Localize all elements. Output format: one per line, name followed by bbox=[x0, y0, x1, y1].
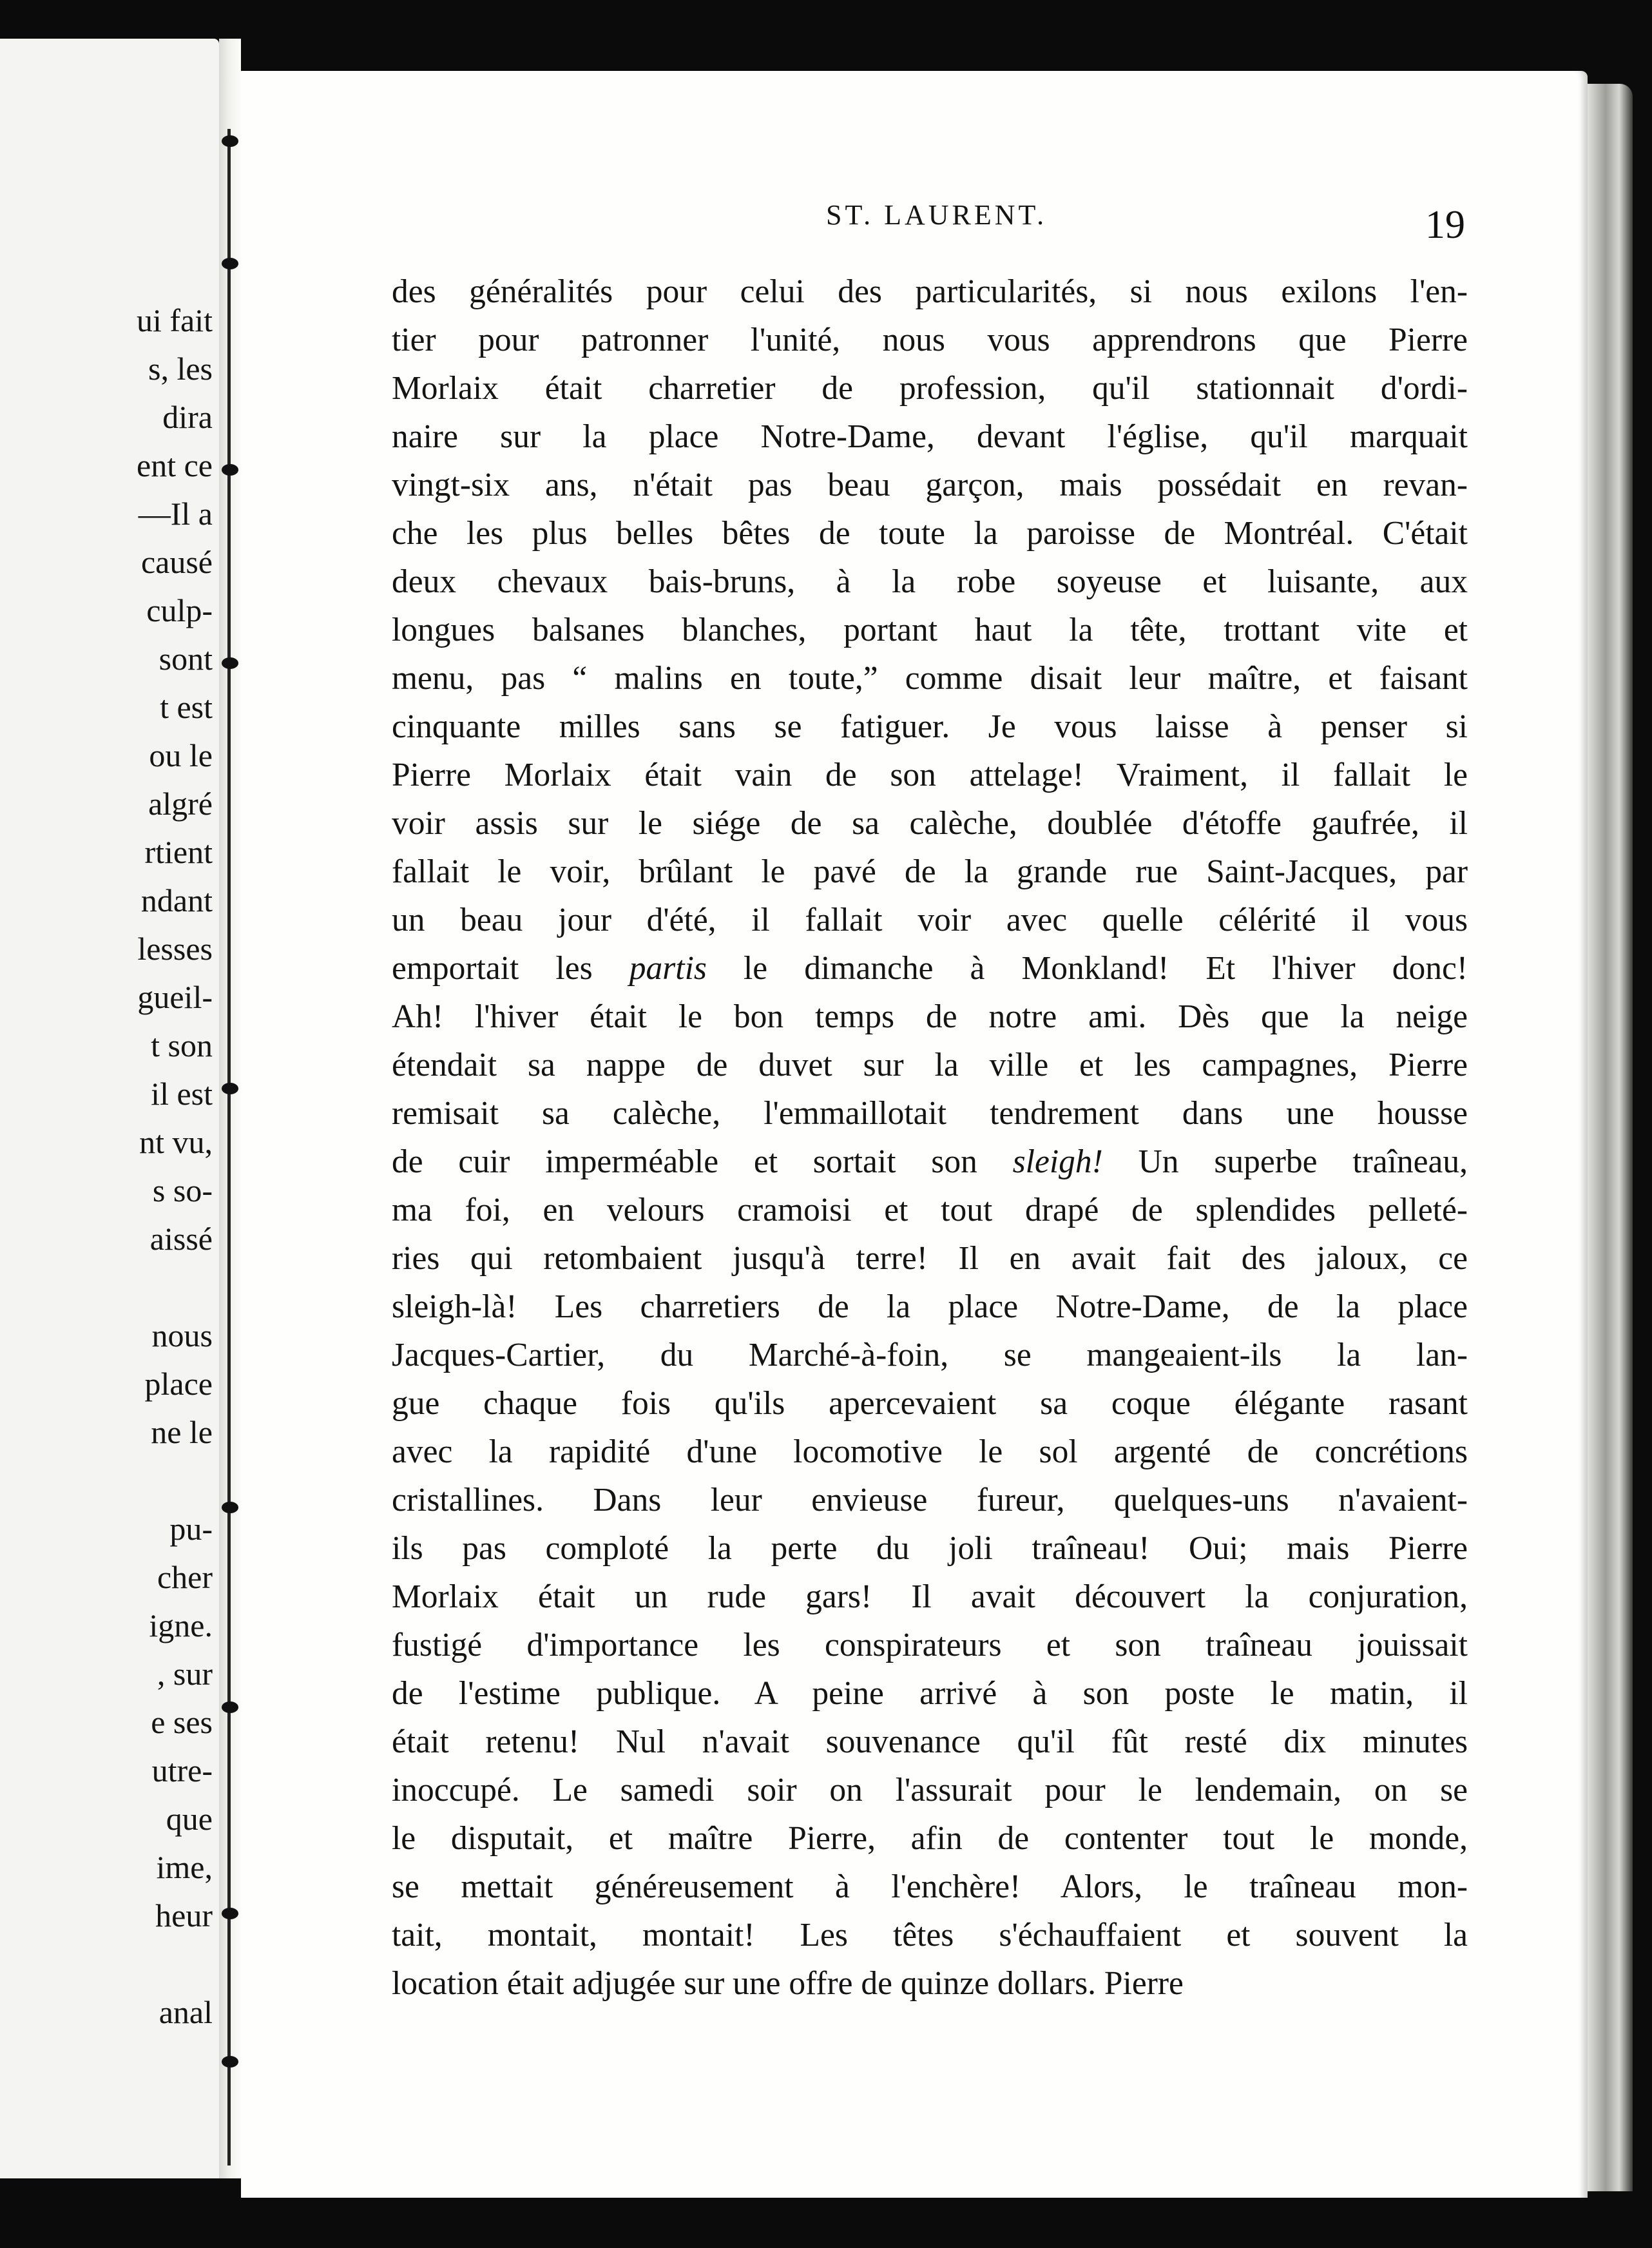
text-run: emportait les bbox=[392, 950, 629, 987]
body-text bbox=[392, 267, 1468, 2008]
previous-page-line-fragment: lesses bbox=[137, 931, 213, 967]
body-text-line: se mettait généreusement à l'enchère! Alors, le traîneau mon- bbox=[392, 1868, 1468, 1905]
body-text-line: inoccupé. Le samedi soir on l'assurait pour le lendemain, on se bbox=[392, 1772, 1468, 1808]
previous-page-line-fragment: gueil- bbox=[137, 979, 213, 1015]
body-text-line: tier pour patronner l'unité, nous vous apprendrons que Pierre bbox=[392, 322, 1468, 358]
body-text-line bbox=[392, 1138, 1468, 1186]
binding-stitch-knot bbox=[222, 1908, 238, 1919]
binding-stitch-knot bbox=[222, 258, 238, 269]
previous-page-line-fragment: s so- bbox=[152, 1172, 213, 1208]
binding-stitch-knot bbox=[222, 1701, 238, 1713]
body-text-line: menu, pas “ malins en toute,” comme disait leur maître, et faisant bbox=[392, 660, 1468, 697]
previous-page-line-fragment bbox=[0, 1457, 213, 1505]
previous-page-line-fragment: s, les bbox=[148, 351, 213, 387]
page-edge-shadow bbox=[1588, 84, 1633, 2191]
previous-page-line-fragment: ne le bbox=[151, 1414, 213, 1450]
text-run: le dimanche à Monkland! Et l'hiver donc! bbox=[706, 950, 1468, 987]
body-text-line: voir assis sur le siége de sa calèche, doublée d'étoffe gaufrée, il bbox=[392, 805, 1468, 842]
body-text-line: de l'estime publique. A peine arrivé à son poste le matin, il bbox=[392, 1675, 1468, 1712]
text-run: Un superbe traîneau, bbox=[1102, 1143, 1468, 1180]
previous-page-line-fragment: place bbox=[144, 1366, 213, 1402]
body-text-line: Morlaix était charretier de profession, qu'il stationnait d'ordi- bbox=[392, 370, 1468, 407]
previous-page-line-fragment: sont bbox=[158, 641, 213, 677]
previous-page-line-fragment: dira bbox=[162, 399, 213, 435]
previous-page-line-fragment: —Il a bbox=[138, 496, 213, 532]
binding-stitch-knot bbox=[222, 1083, 238, 1094]
text-run: de cuir imperméable et sortait son bbox=[392, 1143, 1013, 1180]
previous-page-line-fragment: igne. bbox=[149, 1607, 213, 1643]
previous-page-line-fragment bbox=[0, 1940, 213, 1988]
body-text-line: Morlaix était un rude gars! Il avait découvert la conjuration, bbox=[392, 1578, 1468, 1615]
previous-page-line-fragment: nous bbox=[151, 1317, 213, 1353]
page-number: 19 bbox=[1425, 203, 1465, 247]
body-text-line: Pierre Morlaix était vain de son attelage! Vraiment, il fallait le bbox=[392, 757, 1468, 793]
previous-page-line-fragment: culp- bbox=[146, 592, 213, 628]
body-text-line: cristallines. Dans leur envieuse fureur, quelques-uns n'avaient- bbox=[392, 1482, 1468, 1518]
body-text-line: ils pas comploté la perte du joli traîneau! Oui; mais Pierre bbox=[392, 1530, 1468, 1567]
binding-stitch-knot bbox=[222, 657, 238, 669]
previous-page-line-fragment: ime, bbox=[156, 1849, 213, 1885]
body-text-line: longues balsanes blanches, portant haut la tête, trottant vite et bbox=[392, 612, 1468, 648]
body-text-line: location était adjugée sur une offre de quinze dollars. Pierre bbox=[392, 1965, 1184, 2002]
body-text-line bbox=[392, 944, 1468, 993]
body-text-line: remisait sa calèche, l'emmaillotait tendrement dans une housse bbox=[392, 1095, 1468, 1132]
previous-page-line-fragment: ndant bbox=[140, 882, 213, 918]
previous-page-line-fragment: il est bbox=[151, 1076, 213, 1112]
previous-page-line-fragment: ou le bbox=[149, 737, 213, 773]
body-text-line: naire sur la place Notre-Dame, devant l'église, qu'il marquait bbox=[392, 418, 1468, 455]
previous-page-line-fragment bbox=[0, 1263, 213, 1312]
previous-page-line-fragment: nt vu, bbox=[139, 1124, 213, 1160]
body-text-line: gue chaque fois qu'ils apercevaient sa coque élégante rasant bbox=[392, 1385, 1468, 1422]
binding-thread bbox=[227, 129, 231, 2166]
previous-page-text-column bbox=[0, 296, 213, 2037]
body-text-line: le disputait, et maître Pierre, afin de contenter tout le monde, bbox=[392, 1820, 1468, 1857]
previous-page-line-fragment: cher bbox=[157, 1559, 213, 1595]
book-gutter-binding bbox=[219, 39, 241, 2178]
body-text-line: était retenu! Nul n'avait souvenance qu'il fût resté dix minutes bbox=[392, 1723, 1468, 1760]
body-text-line: che les plus belles bêtes de toute la paroisse de Montréal. C'était bbox=[392, 515, 1468, 552]
body-text-line: des généralités pour celui des particularités, si nous exilons l'en- bbox=[392, 273, 1468, 310]
body-text-line: deux chevaux bais-bruns, à la robe soyeuse et luisante, aux bbox=[392, 563, 1468, 600]
previous-page-line-fragment: rtient bbox=[144, 834, 213, 870]
previous-page-fragment bbox=[0, 39, 219, 2178]
italic-word: partis bbox=[629, 950, 707, 987]
body-text-line: ries qui retombaient jusqu'à terre! Il en avait fait des jaloux, ce bbox=[392, 1240, 1468, 1277]
previous-page-line-fragment: heur bbox=[155, 1897, 213, 1933]
previous-page-line-fragment: e ses bbox=[151, 1704, 213, 1740]
previous-page-line-fragment: t son bbox=[151, 1027, 213, 1063]
previous-page-line-fragment: algré bbox=[148, 786, 213, 822]
running-head: ST. LAURENT. bbox=[826, 199, 1048, 231]
body-text-line: vingt-six ans, n'était pas beau garçon, mais possédait en revan- bbox=[392, 467, 1468, 503]
binding-stitch-knot bbox=[222, 1502, 238, 1513]
previous-page-line-fragment: pu- bbox=[169, 1511, 213, 1547]
body-text-line: fustigé d'importance les conspirateurs et son traîneau jouissait bbox=[392, 1627, 1468, 1663]
body-text-line: tait, montait, montait! Les têtes s'échauffaient et souvent la bbox=[392, 1917, 1468, 1953]
body-text-line: Jacques-Cartier, du Marché-à-foin, se mangeaient-ils la lan- bbox=[392, 1337, 1468, 1373]
binding-stitch-knot bbox=[222, 135, 238, 147]
previous-page-line-fragment: que bbox=[166, 1801, 213, 1837]
body-text-line: étendait sa nappe de duvet sur la ville et les campagnes, Pierre bbox=[392, 1047, 1468, 1083]
binding-stitch-knot bbox=[222, 2056, 238, 2068]
previous-page-line-fragment: t est bbox=[160, 689, 213, 725]
body-text-line: avec la rapidité d'une locomotive le sol argenté de concrétions bbox=[392, 1433, 1468, 1470]
previous-page-line-fragment: utre- bbox=[151, 1752, 213, 1788]
previous-page-line-fragment: causé bbox=[140, 544, 213, 580]
body-text-line: ma foi, en velours cramoisi et tout drapé de splendides pelleté- bbox=[392, 1192, 1468, 1228]
previous-page-line-fragment: ui fait bbox=[136, 302, 213, 338]
body-text-line: Ah! l'hiver était le bon temps de notre ami. Dès que la neige bbox=[392, 998, 1468, 1035]
body-text-line: un beau jour d'été, il fallait voir avec quelle célérité il vous bbox=[392, 902, 1468, 938]
body-text-line: cinquante milles sans se fatiguer. Je vous laisse à penser si bbox=[392, 708, 1468, 745]
previous-page-line-fragment: aissé bbox=[149, 1221, 213, 1257]
italic-word: sleigh! bbox=[1012, 1143, 1103, 1180]
previous-page-line-fragment: anal bbox=[158, 1994, 213, 2030]
body-text-line: sleigh-là! Les charretiers de la place Notre-Dame, de la place bbox=[392, 1288, 1468, 1325]
previous-page-line-fragment: , sur bbox=[157, 1656, 213, 1692]
previous-page-line-fragment: ent ce bbox=[137, 447, 213, 483]
body-text-line: fallait le voir, brûlant le pavé de la grande rue Saint-Jacques, par bbox=[392, 853, 1468, 890]
binding-stitch-knot bbox=[222, 464, 238, 476]
